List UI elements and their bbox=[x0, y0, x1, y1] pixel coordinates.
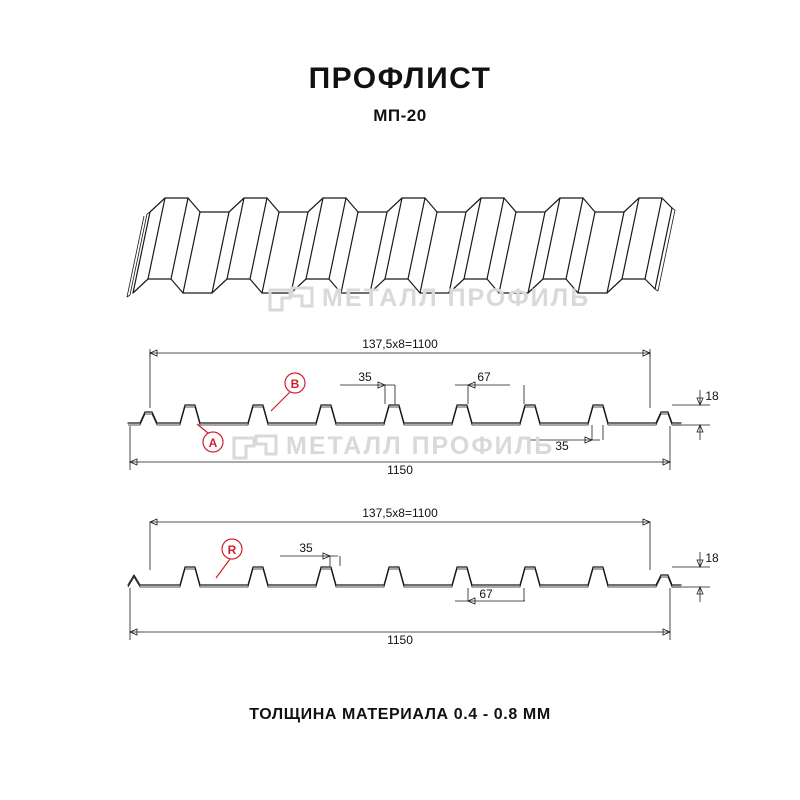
callout-a-label: A bbox=[208, 436, 218, 450]
dim-rib-left-bottom: 35 bbox=[299, 541, 313, 555]
callout-b-label: B bbox=[290, 377, 300, 391]
dim-rib-left-top: 35 bbox=[358, 370, 372, 384]
dim-rib-mid-top: 67 bbox=[477, 370, 491, 384]
material-thickness-note: ТОЛЩИНА МАТЕРИАЛА 0.4 - 0.8 ММ bbox=[249, 706, 551, 723]
isometric-profile-view bbox=[127, 198, 675, 297]
metal-profile-logo-icon bbox=[268, 284, 314, 314]
dim-working-width-bottom: 137,5х8=1100 bbox=[362, 506, 438, 520]
metal-profile-logo-icon bbox=[232, 432, 278, 462]
watermark-text-bottom: МЕТАЛЛ ПРОФИЛЬ bbox=[286, 432, 555, 460]
bottom-section-view bbox=[128, 506, 719, 647]
page-title: ПРОФЛИСТ bbox=[308, 62, 492, 95]
watermark-bottom bbox=[232, 432, 554, 462]
page-subtitle: МП-20 bbox=[373, 106, 427, 125]
callout-r-label: R bbox=[227, 543, 237, 557]
dim-rib-mid-bottom: 67 bbox=[479, 587, 493, 601]
dim-total-width-top: 1150 bbox=[387, 463, 413, 477]
dim-rib-right-top: 35 bbox=[555, 439, 569, 453]
watermark-top bbox=[268, 284, 590, 314]
watermark-text-top: МЕТАЛЛ ПРОФИЛЬ bbox=[322, 284, 591, 312]
dim-working-width-top: 137,5х8=1100 bbox=[362, 337, 438, 351]
dim-height-bottom: 18 bbox=[705, 551, 719, 565]
dim-height-top: 18 bbox=[705, 389, 719, 403]
dim-total-width-bottom: 1150 bbox=[387, 633, 413, 647]
